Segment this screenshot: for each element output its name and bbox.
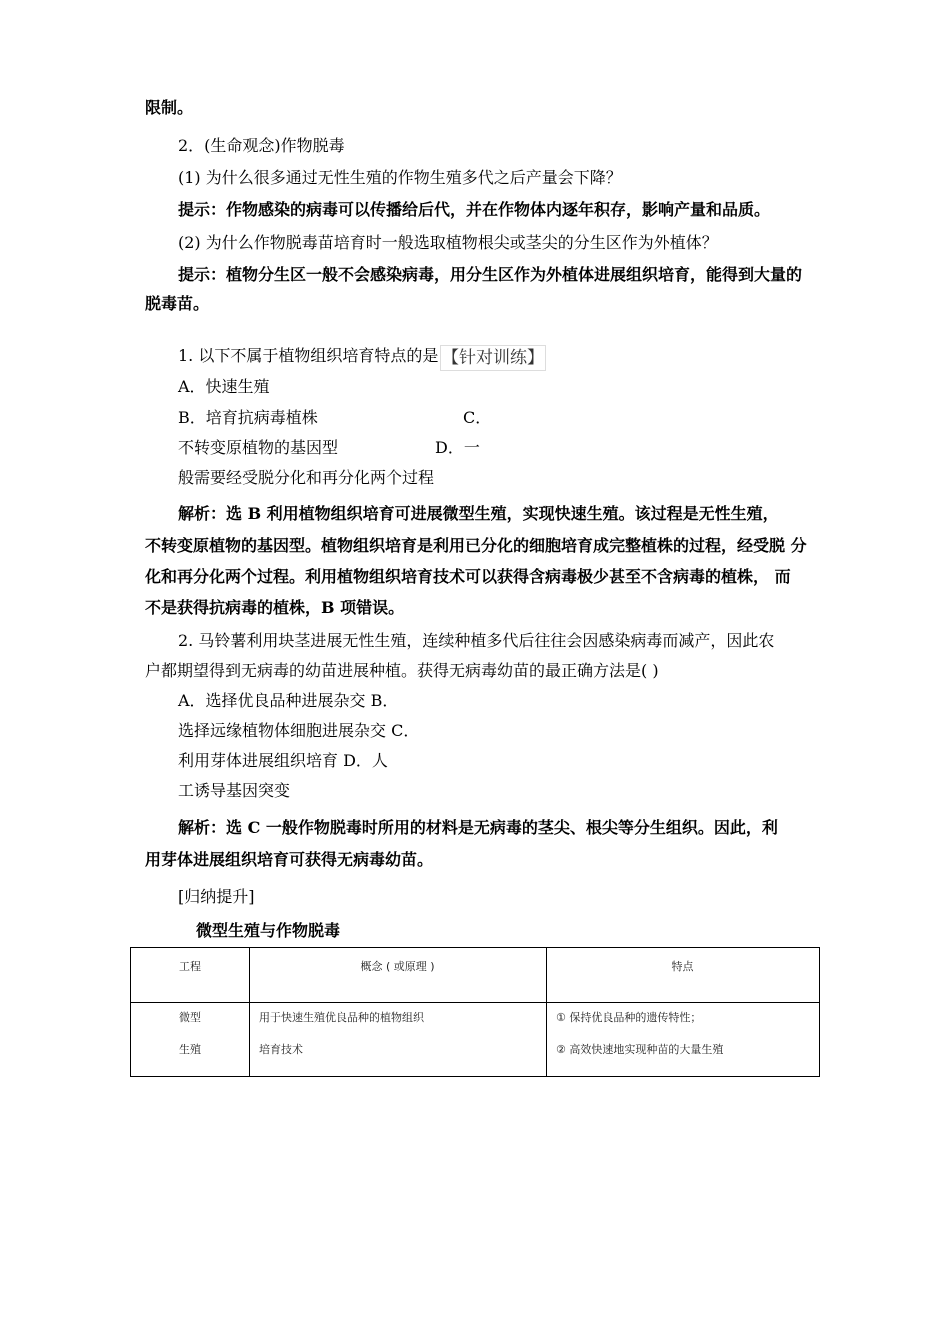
continued-text: 限制。 [145,98,194,117]
option-c-label: C． [463,408,492,427]
analysis-1-line4: 不是获得抗病毒的植株，B 项错误。 [145,598,405,617]
cell-text: ② 高效快速地实现种苗的大量生殖 [556,1043,724,1056]
option-d-label: D．一 [435,438,480,457]
analysis-1-line3: 化和再分化两个过程。利用植物组织培育技术可以获得含病毒极少甚至不含病毒的植株， 而 [145,567,791,586]
exercise-2-stem-line1: 2. 马铃薯利用块茎进展无性生殖，连续种植多代后往往会因感染病毒而减产，因此农 [178,631,775,650]
header-cell: 特点 [547,948,820,1003]
exercise-2-options-line3: 利用芽体进展组织培育 D．人 [178,751,388,770]
answer-1: 提示：作物感染的病毒可以传播给后代，并在作物体内逐年积存，影响产量和品质。 [178,200,771,219]
table-cell [547,1003,820,1077]
cell-text: 生殖 [179,1043,201,1056]
summary-table [130,947,820,1077]
cell-text: 微型 [179,1011,201,1024]
answer-2-line1: 提示：植物分生区一般不会感染病毒，用分生区作为外植体进展组织培育，能得到大量的 [178,265,803,284]
option-d-text: 般需要经受脱分化和再分化两个过程 [178,468,435,487]
table-title: 微型生殖与作物脱毒 [196,921,341,940]
exercise-2-options-line1: A．选择优良品种进展杂交 B． [178,691,399,710]
exercise-2-stem-line2: 户都期望得到无病毒的幼苗进展种植。获得无病毒幼苗的最正确方法是( ) [145,661,659,680]
answer-2-line2: 脱毒苗。 [145,294,210,313]
summary-label: [归纳提升] [178,887,255,906]
analysis-2-line1: 解析：选 C 一般作物脱毒时所用的材料是无病毒的茎尖、根尖等分生组织。因此，利 [178,818,778,837]
cell-text: 培育技术 [259,1043,303,1056]
table-header-row [131,948,820,1003]
exercise-1-stem: 1. 以下不属于植物组织培育特点的是 [178,346,439,365]
option-a: A．快速生殖 [178,377,270,396]
header-cell: 工程 [131,948,250,1003]
option-b: B．培育抗病毒植株 [178,408,318,427]
option-c-text: 不转变原植物的基因型 [178,438,339,457]
header-cell: 概念 ( 或原理 ) [250,948,547,1003]
analysis-2-line2: 用芽体进展组织培育可获得无病毒幼苗。 [145,850,434,869]
table-row [131,1003,820,1077]
table-cell [131,1003,250,1077]
training-tag: 【针对训练】 [440,345,546,371]
exercise-2-options-line4: 工诱导基因突变 [178,781,291,800]
table-cell [250,1003,547,1077]
question-2: (2) 为什么作物脱毒苗培育时一般选取植物根尖或茎尖的分生区作为外植体？ [178,233,718,252]
cell-text: ① 保持优良品种的遗传特性； [556,1011,702,1024]
cell-text: 用于快速生殖优良品种的植物组织 [259,1011,424,1024]
analysis-1-line1: 解析：选 B 利用植物组织培育可进展微型生殖，实现快速生殖。该过程是无性生殖， [178,504,779,523]
section-heading: 2．(生命观念)作物脱毒 [178,136,345,155]
exercise-2-options-line2: 选择远缘植物体细胞进展杂交 C． [178,721,420,740]
analysis-1-line2: 不转变原植物的基因型。植物组织培育是利用已分化的细胞培育成完整植株的过程，经受脱 分 [145,536,807,555]
question-1: (1) 为什么很多通过无性生殖的作物生殖多代之后产量会下降？ [178,168,622,187]
